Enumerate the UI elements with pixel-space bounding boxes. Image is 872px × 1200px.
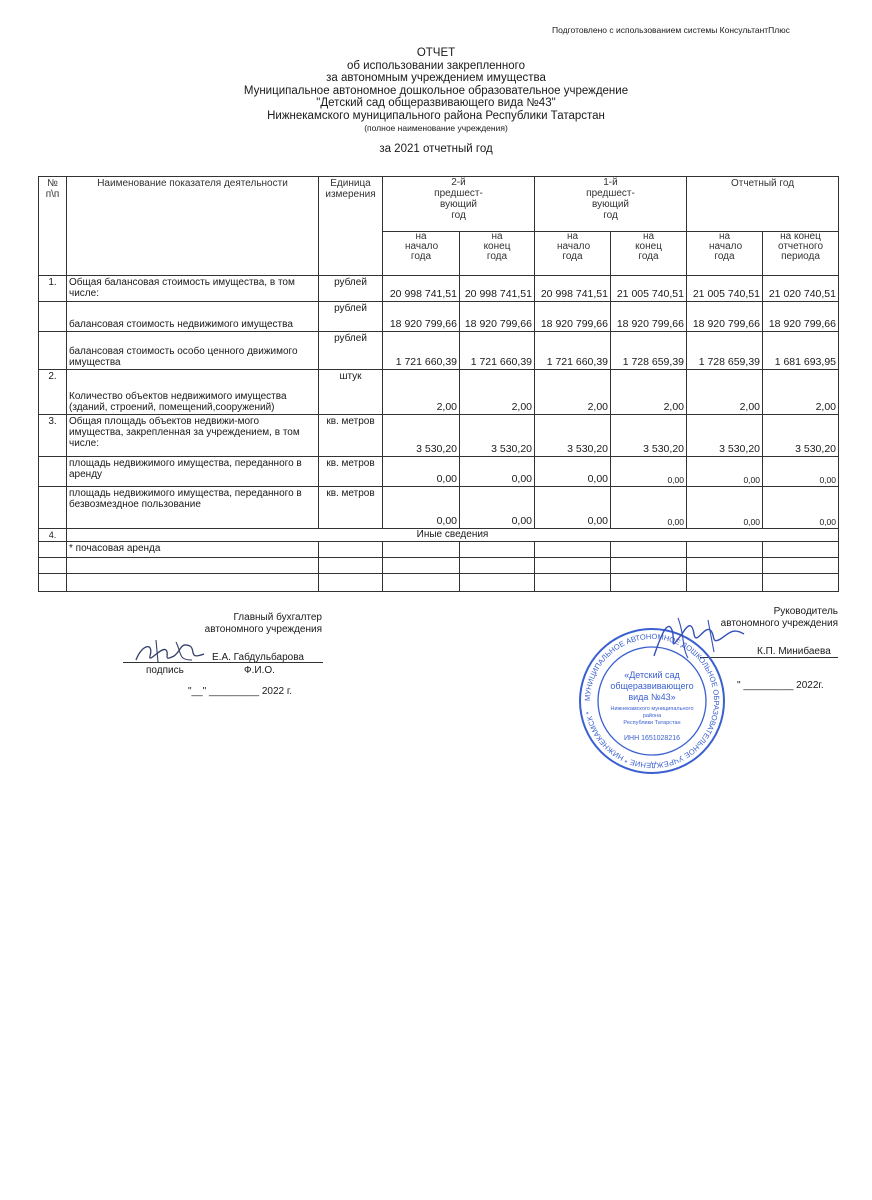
value-cell: 0,00 — [383, 457, 460, 487]
seal-line-5: района — [642, 713, 662, 719]
row-unit: кв. метров — [319, 487, 383, 529]
header-start-rep: на начало года — [687, 232, 763, 276]
signature-caption: подпись — [146, 665, 184, 676]
row-num — [39, 332, 67, 370]
table-row — [39, 487, 839, 529]
accountant-signature-line — [123, 662, 323, 663]
org-name-3: Нижнекамского муниципального района Республики Татарстан — [267, 109, 605, 122]
empty-cell — [319, 574, 383, 592]
report-period: за 2021 отчетный год — [379, 142, 493, 155]
row-unit: рублей — [319, 332, 383, 370]
empty-cell — [39, 542, 67, 558]
header-unit: Единица измерения — [319, 177, 383, 276]
value-cell: 18 920 799,66 — [687, 302, 763, 332]
empty-cell — [763, 558, 839, 574]
empty-cell — [460, 574, 535, 592]
value-cell: 2,00 — [460, 370, 535, 415]
director-name: К.П. Минибаева — [757, 646, 831, 657]
doc-subtitle-2: за автономным учреждением имущества — [326, 72, 546, 84]
value-cell: 1 728 659,39 — [611, 332, 687, 370]
table-row — [39, 332, 839, 370]
org-name-2: "Детский сад общеразвивающего вида №43" — [316, 97, 556, 109]
row-num: 3. — [39, 415, 67, 457]
director-title-2: автономного учреждения — [720, 618, 838, 629]
empty-cell — [39, 574, 67, 592]
empty-cell — [763, 574, 839, 592]
document-header — [0, 47, 872, 155]
value-cell: 2,00 — [535, 370, 611, 415]
value-cell: 18 920 799,66 — [383, 302, 460, 332]
value-cell: 0,00 — [611, 457, 687, 487]
row-unit: рублей — [319, 302, 383, 332]
empty-cell — [383, 574, 460, 592]
row-name: площадь недвижимого имущества, переданного в безвозмездное пользование — [67, 487, 319, 529]
value-cell: 2,00 — [611, 370, 687, 415]
header-year-2: 2-й предшест- вующий год — [383, 177, 535, 232]
value-cell: 3 530,20 — [383, 415, 460, 457]
value-cell: 0,00 — [763, 457, 839, 487]
value-cell: 0,00 — [383, 487, 460, 529]
value-cell: 21 005 740,51 — [611, 276, 687, 302]
empty-cell — [611, 558, 687, 574]
value-cell: 1 721 660,39 — [460, 332, 535, 370]
empty-cell — [67, 558, 319, 574]
empty-cell — [535, 542, 611, 558]
row-unit: кв. метров — [319, 415, 383, 457]
value-cell: 20 998 741,51 — [383, 276, 460, 302]
table-row — [39, 529, 839, 542]
value-cell: 2,00 — [383, 370, 460, 415]
row-unit: штук — [319, 370, 383, 415]
value-cell: 21 020 740,51 — [763, 276, 839, 302]
row-unit: рублей — [319, 276, 383, 302]
empty-cell — [611, 542, 687, 558]
row-name: балансовая стоимость недвижимого имущества — [67, 302, 319, 332]
hourly-rent-note: * почасовая аренда — [67, 542, 319, 558]
empty-cell — [319, 558, 383, 574]
seal-line-2: общеразвивающего — [610, 681, 694, 691]
seal-inn: ИНН 1651028216 — [623, 735, 681, 742]
accountant-date: "__" _________ 2022 г. — [188, 686, 293, 697]
value-cell: 18 920 799,66 — [611, 302, 687, 332]
header-year-1: 1-й предшест- вующий год — [535, 177, 687, 232]
header-end-y2: на конец года — [460, 232, 535, 276]
table-row — [39, 542, 839, 558]
top-note: Подготовлено с использованием системы КонсультантПлюс — [552, 25, 790, 35]
seal-line-1: «Детский сад — [624, 670, 680, 680]
value-cell: 20 998 741,51 — [535, 276, 611, 302]
row-num: 4. — [39, 529, 67, 542]
seal-line-3: вида №43» — [628, 692, 676, 702]
value-cell: 0,00 — [460, 457, 535, 487]
director-signature — [648, 612, 748, 664]
value-cell: 0,00 — [535, 457, 611, 487]
seal-line-6: Республики Татарстан — [623, 720, 681, 726]
accountant-name: Е.А. Габдульбарова — [212, 652, 304, 663]
name-caption: Ф.И.О. — [244, 665, 275, 676]
accountant-title: Главный бухгалтер — [233, 612, 322, 623]
value-cell: 3 530,20 — [687, 415, 763, 457]
empty-cell — [383, 542, 460, 558]
table-row — [39, 558, 839, 574]
empty-cell — [383, 558, 460, 574]
director-date: " _________ 2022г. — [737, 680, 824, 691]
row-num — [39, 302, 67, 332]
doc-title: ОТЧЕТ — [416, 47, 456, 59]
row-num — [39, 487, 67, 529]
value-cell: 20 998 741,51 — [460, 276, 535, 302]
empty-cell — [460, 558, 535, 574]
value-cell: 18 920 799,66 — [460, 302, 535, 332]
value-cell: 1 721 660,39 — [383, 332, 460, 370]
accountant-title-2: автономного учреждения — [204, 624, 322, 635]
value-cell: 18 920 799,66 — [535, 302, 611, 332]
header-name: Наименование показателя деятельности — [67, 177, 319, 276]
empty-cell — [67, 574, 319, 592]
table-row — [39, 302, 839, 332]
empty-cell — [687, 558, 763, 574]
value-cell: 1 681 693,95 — [763, 332, 839, 370]
empty-cell — [535, 558, 611, 574]
header-end-y1: на конец года — [611, 232, 687, 276]
row-name: Количество объектов недвижимого имущества (зданий, строений, помещений,сооружений) — [67, 370, 319, 415]
empty-cell — [687, 574, 763, 592]
value-cell: 0,00 — [611, 487, 687, 529]
row-num — [39, 457, 67, 487]
value-cell: 0,00 — [460, 487, 535, 529]
value-cell: 2,00 — [687, 370, 763, 415]
value-cell: 0,00 — [763, 487, 839, 529]
table-row — [39, 457, 839, 487]
org-name-1: Муниципальное автономное дошкольное образовательное учреждение — [243, 84, 629, 97]
table-row — [39, 415, 839, 457]
value-cell: 1 721 660,39 — [535, 332, 611, 370]
value-cell: 1 728 659,39 — [687, 332, 763, 370]
value-cell: 0,00 — [687, 457, 763, 487]
value-cell: 0,00 — [535, 487, 611, 529]
empty-cell — [460, 542, 535, 558]
row-unit: кв. метров — [319, 457, 383, 487]
empty-cell — [39, 558, 67, 574]
table-row — [39, 574, 839, 592]
seal-ring-text: МУНИЦИПАЛЬНОЕ АВТОНОМНОЕ ДОШКОЛЬНОЕ ОБРАЗОВАТЕЛЬНОЕ УЧРЕЖДЕНИЕ * НИЖНЕКАМСК * — [582, 631, 722, 771]
row-name: площадь недвижимого имущества, переданного в аренду — [67, 457, 319, 487]
accountant-signature — [132, 636, 212, 668]
header-start-y1: на начало года — [535, 232, 611, 276]
seal-line-4: Нижнекамского муниципального — [610, 706, 694, 712]
value-cell: 3 530,20 — [611, 415, 687, 457]
director-title: Руководитель — [773, 606, 838, 617]
header-end-rep: на конец отчетного периода — [763, 232, 839, 276]
row-num: 2. — [39, 370, 67, 415]
empty-cell — [687, 542, 763, 558]
row-name: Общая балансовая стоимость имущества, в том числе: — [67, 276, 319, 302]
value-cell: 3 530,20 — [763, 415, 839, 457]
org-note: (полное наименование учреждения) — [364, 123, 508, 133]
report-table — [38, 176, 839, 592]
value-cell: 2,00 — [763, 370, 839, 415]
row-name: балансовая стоимость особо ценного движимого имущества — [67, 332, 319, 370]
row-num: 1. — [39, 276, 67, 302]
header-start-y2: на начало года — [383, 232, 460, 276]
header-year-report: Отчетный год — [687, 177, 839, 232]
row-name: Общая площадь объектов недвижи-мого имущества, закрепленная за учреждением, в том числе: — [67, 415, 319, 457]
table-row — [39, 276, 839, 302]
empty-cell — [535, 574, 611, 592]
empty-cell — [763, 542, 839, 558]
doc-subtitle-1: об использовании закрепленного — [347, 59, 525, 72]
value-cell: 3 530,20 — [460, 415, 535, 457]
empty-cell — [611, 574, 687, 592]
accountant-block — [40, 612, 322, 636]
header-num: № п\п — [39, 177, 67, 276]
table-row — [39, 370, 839, 415]
value-cell: 3 530,20 — [535, 415, 611, 457]
value-cell: 21 005 740,51 — [687, 276, 763, 302]
other-info-label: Иные сведения — [67, 529, 839, 542]
value-cell: 18 920 799,66 — [763, 302, 839, 332]
empty-cell — [319, 542, 383, 558]
value-cell: 0,00 — [687, 487, 763, 529]
